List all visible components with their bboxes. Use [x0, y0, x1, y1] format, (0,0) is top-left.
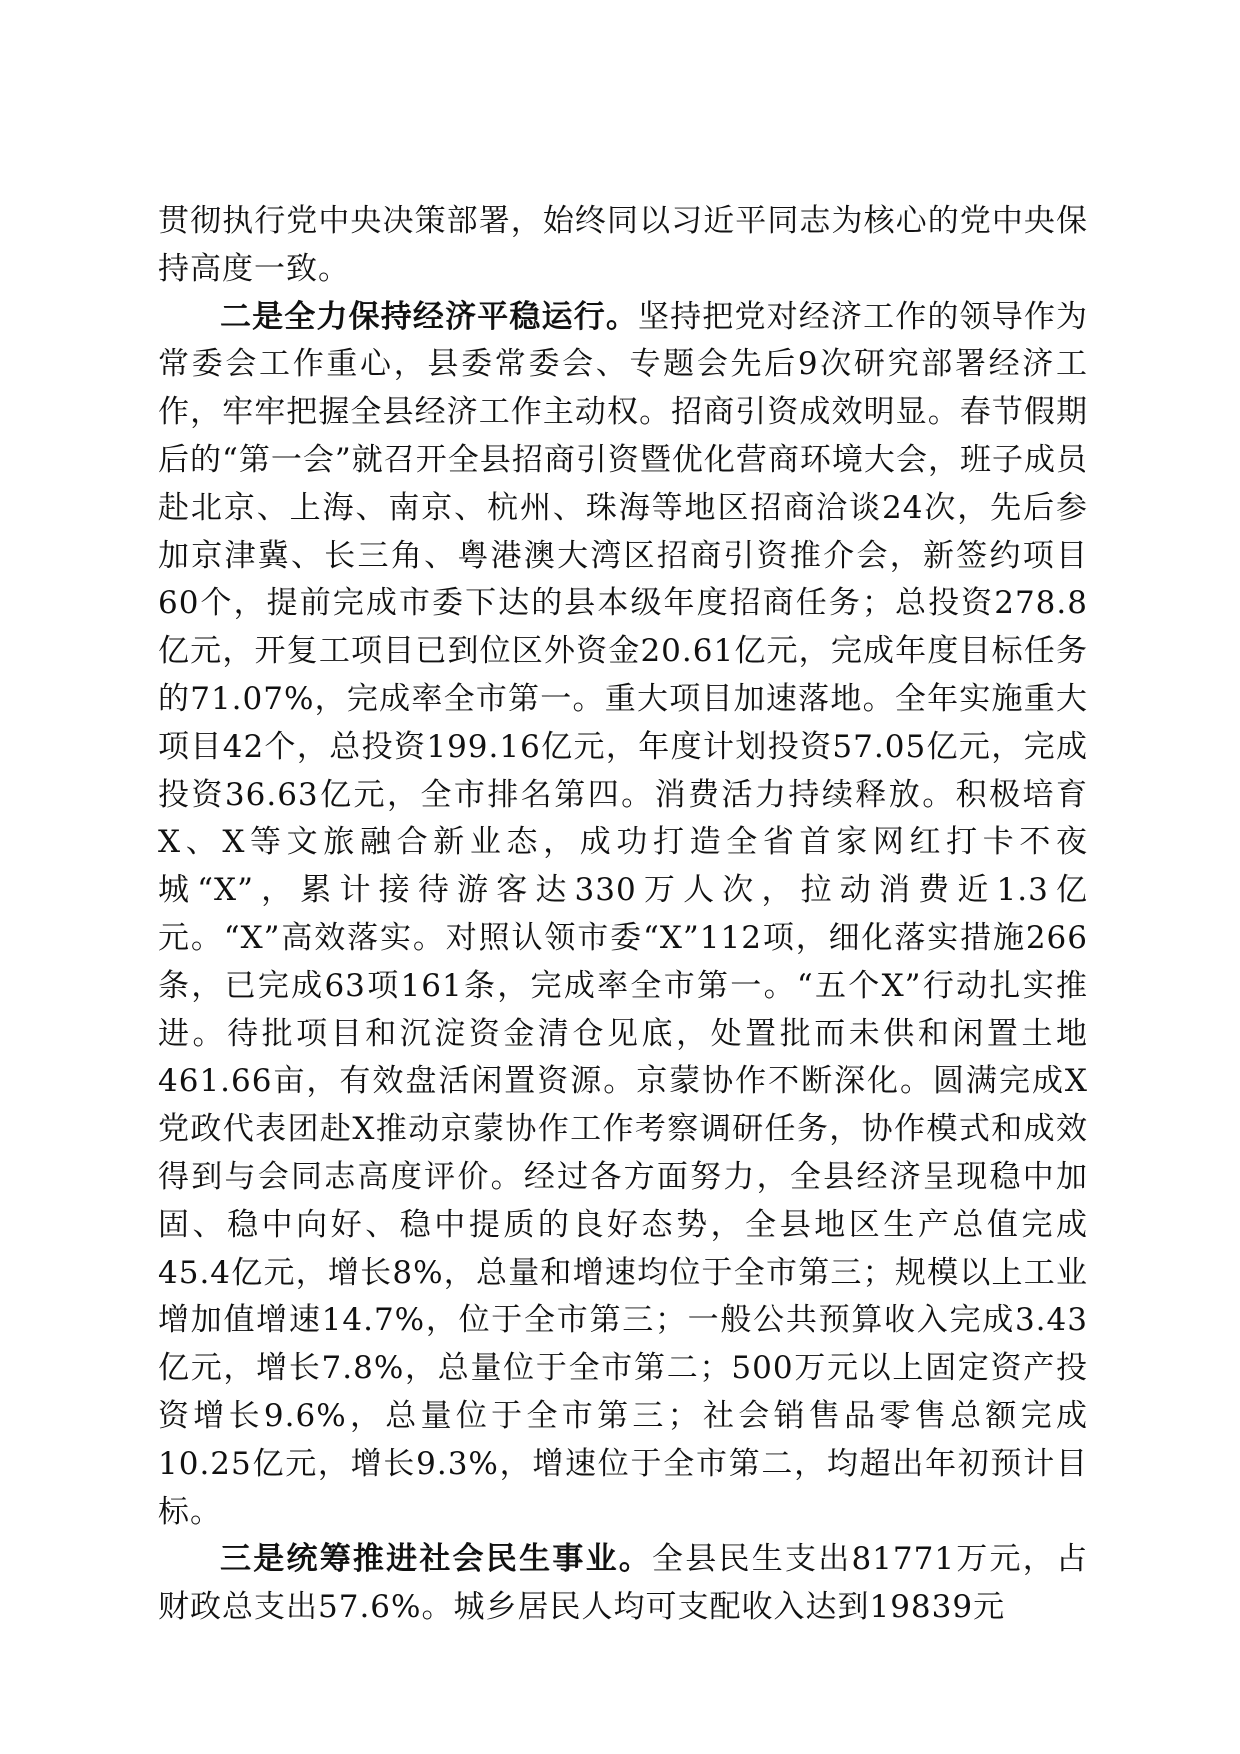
paragraph-lead-economy: 二是全力保持经济平稳运行。 — [220, 298, 638, 335]
paragraph-lead-livelihood: 三是统筹推进社会民生事业。 — [220, 1541, 653, 1578]
document-page — [158, 198, 1088, 1632]
paragraph-continuation — [158, 198, 1088, 294]
paragraph-economy — [158, 294, 1088, 1537]
paragraph-body-livelihood: 全县民生支出81771万元，占财政总支出57.6%。城乡居民人均可支配收入达到19839元 — [158, 1541, 1088, 1626]
paragraph-body: 贯彻执行党中央决策部署，始终同以习近平同志为核心的党中央保持高度一致。 — [158, 203, 1088, 287]
paragraph-livelihood — [158, 1536, 1088, 1632]
paragraph-body-economy: 坚持把党对经济工作的领导作为常委会工作重心，县委常委会、专题会先后9次研究部署经济工作，牢牢把握全县经济工作主动权。招商引资成效明显。春节假期后的“第一会”就召开全县招商引资暨优化营商环境大会，班子成员赴北京、上海、南京、杭州、珠海等地区招商洽谈24次，先后参加京津冀、长三角、粤港澳大湾区招商引资推介会，新签约项目60个，提前完成市委下达的县本级年度招商任务；总投资278.8亿元，开复工项目已到位区外资金20.61亿元，完成年度目标任务的71.07%，完成率全市第一。重大项目加速落地。全年实施重大项目42个，总投资199.16亿元，年度计划投资57.05亿元，完成投资36.63亿元，全市排名第四。消费活力持续释放。积极培育X、X等文旅融合新业态，成功打造全省首家网红打卡不夜城“X”，累计接待游客达330万人次，拉动消费近1.3亿元。“X”高效落实。对照认领市委“X”112项，细化落实措施266条，已完成63项161条，完成率全市第一。“五个X”行动扎实推进。待批项目和沉淀资金清仓见底，处置批而未供和闲置土地461.66亩，有效盘活闲置资源。京蒙协作不断深化。圆满完成X党政代表团赴X推动京蒙协作工作考察调研任务，协作模式和成效得到与会同志高度评价。经过各方面努力，全县经济呈现稳中加固、稳中向好、稳中提质的良好态势，全县地区生产总值完成45.4亿元，增长8%，总量和增速均位于全市第三；规模以上工业增加值增速14.7%，位于全市第三；一般公共预算收入完成3.43亿元，增长7.8%，总量位于全市第二；500万元以上固定资产投资增长9.6%，总量位于全市第三；社会销售品零售总额完成10.25亿元，增长9.3%，增速位于全市第二，均超出年初预计目标。 — [158, 298, 1088, 1530]
